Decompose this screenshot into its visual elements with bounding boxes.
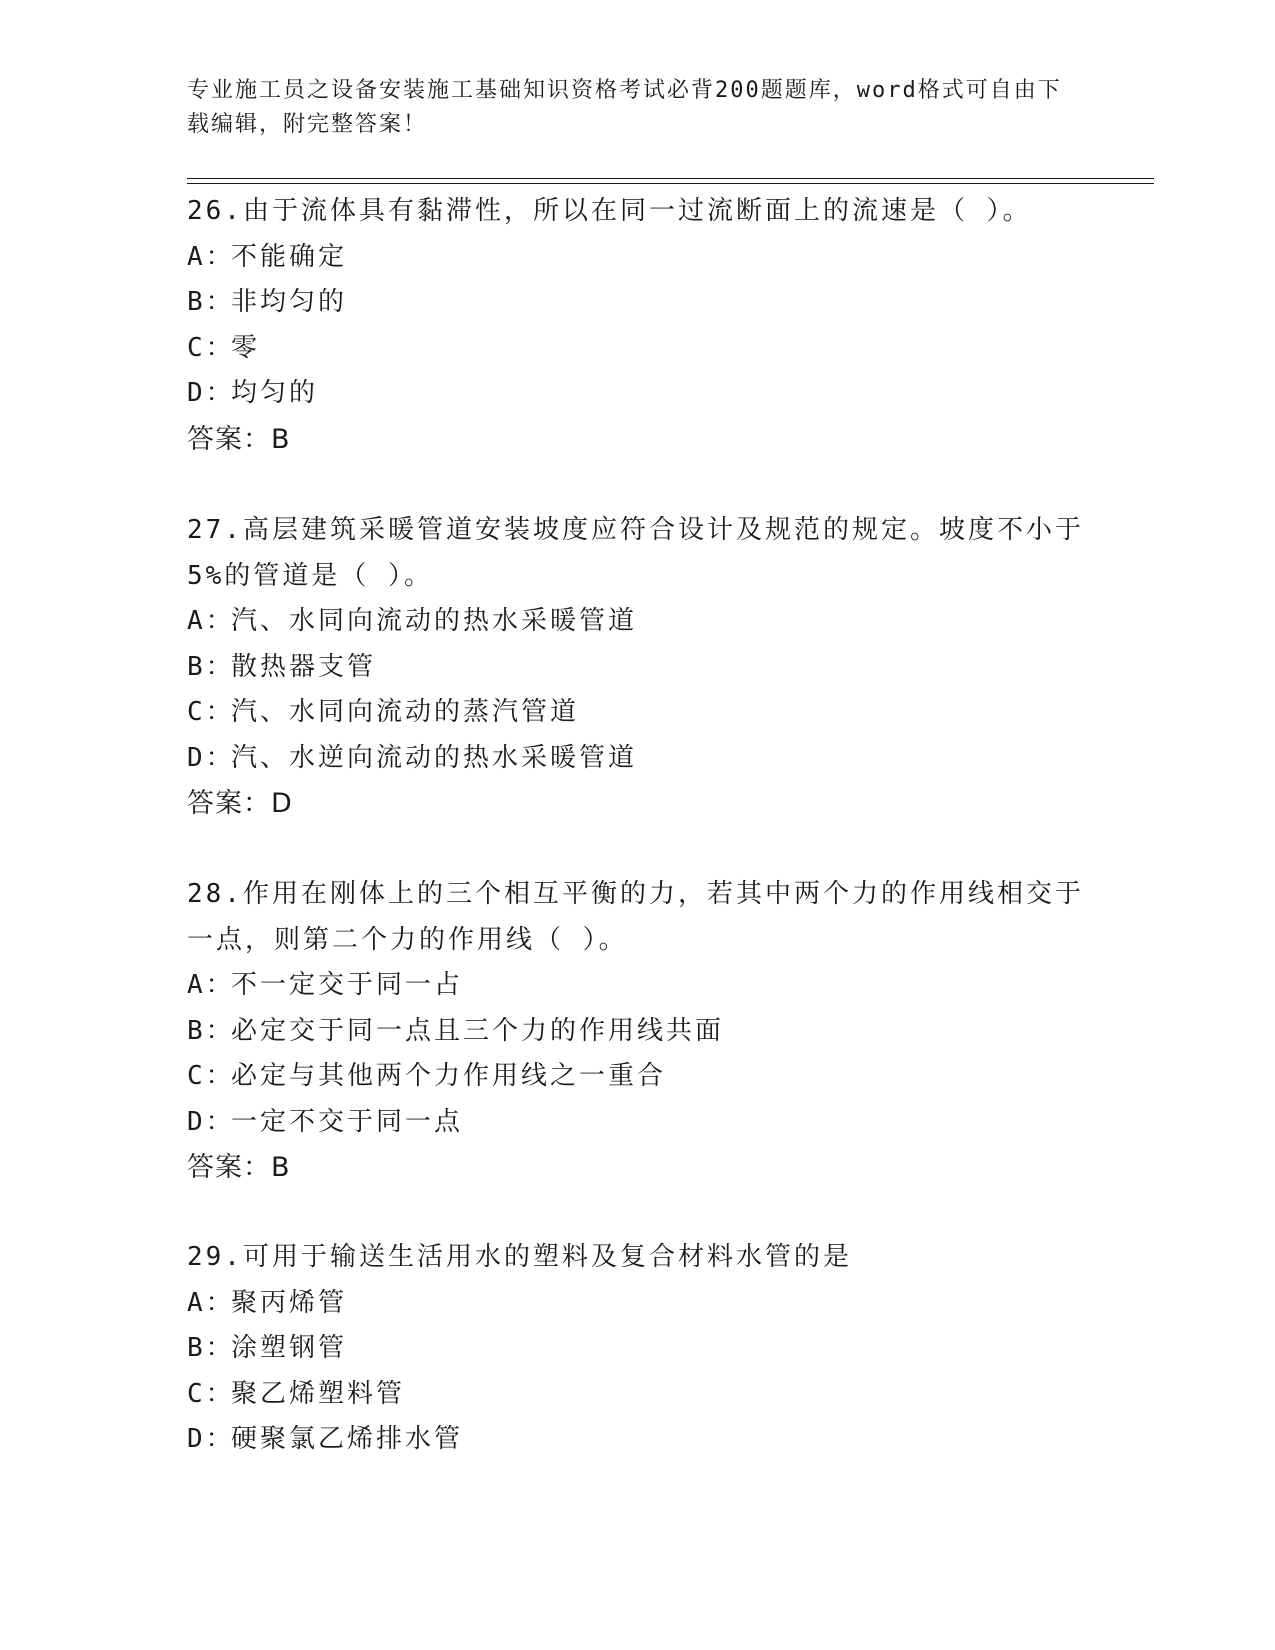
- option-b: [187, 1009, 1087, 1055]
- option-text: 汽、水同向流动的热水采暖管道: [231, 606, 638, 636]
- option-text: 汽、水同向流动的蒸汽管道: [231, 697, 580, 727]
- option-text: 涂塑钢管: [231, 1333, 348, 1363]
- question-stem: 27.高层建筑采暖管道安装坡度应符合设计及规范的规定。坡度不小于5%的管道是（ ）。: [187, 515, 1084, 591]
- option-letter: A：: [187, 241, 235, 272]
- option-d: [187, 1417, 1087, 1463]
- option-a: [187, 1281, 1087, 1327]
- option-d: [187, 1100, 1087, 1146]
- option-letter: D：: [187, 742, 235, 773]
- question-stem: 29.可用于输送生活用水的塑料及复合材料水管的是: [187, 1242, 852, 1272]
- option-text: 非均匀的: [231, 287, 348, 317]
- option-letter: B：: [187, 1333, 235, 1363]
- option-letter: A：: [187, 606, 235, 636]
- option-text: 一定不交于同一点: [231, 1106, 464, 1137]
- option-a: [187, 235, 1087, 281]
- option-letter: B：: [187, 1015, 235, 1046]
- option-a: [187, 963, 1087, 1009]
- option-letter: B：: [187, 651, 235, 682]
- header-divider-bottom: [187, 183, 1154, 184]
- question-28: [187, 872, 1087, 1191]
- option-letter: D：: [187, 378, 235, 408]
- option-letter: B：: [187, 287, 235, 317]
- option-d: [187, 736, 1087, 782]
- option-a: [187, 599, 1087, 645]
- option-text: 散热器支管: [231, 651, 377, 682]
- option-letter: A：: [187, 1287, 235, 1318]
- question-27: [187, 508, 1087, 827]
- option-c: [187, 1054, 1087, 1100]
- option-text: 汽、水逆向流动的热水采暖管道: [231, 742, 638, 773]
- answer-label: 答案：B: [187, 423, 291, 455]
- option-c: [187, 1372, 1087, 1418]
- option-b: [187, 1326, 1087, 1372]
- option-letter: C：: [187, 1061, 235, 1091]
- option-text: 不能确定: [231, 241, 348, 272]
- option-text: 零: [231, 332, 261, 363]
- header-divider-top: [187, 178, 1154, 179]
- answer-label: 答案：B: [187, 1152, 291, 1183]
- option-text: 必定交于同一点且三个力的作用线共面: [231, 1015, 725, 1046]
- option-letter: C：: [187, 332, 235, 363]
- option-text: 均匀的: [231, 378, 319, 408]
- option-c: [187, 326, 1087, 372]
- option-letter: C：: [187, 697, 235, 727]
- option-text: 聚丙烯管: [231, 1287, 348, 1318]
- option-letter: D：: [187, 1424, 235, 1454]
- document-header: 专业施工员之设备安装施工基础知识资格考试必背200题题库，word格式可自由下载编辑，附完整答案！: [187, 78, 1062, 137]
- option-letter: A：: [187, 970, 235, 1000]
- option-text: 聚乙烯塑料管: [231, 1378, 406, 1409]
- option-letter: C：: [187, 1378, 235, 1409]
- option-text: 必定与其他两个力作用线之一重合: [231, 1061, 667, 1091]
- question-26: [187, 189, 1087, 462]
- option-text: 不一定交于同一占: [231, 970, 464, 1000]
- option-text: 硬聚氯乙烯排水管: [231, 1424, 464, 1454]
- option-b: [187, 645, 1087, 691]
- question-stem: 28.作用在刚体上的三个相互平衡的力，若其中两个力的作用线相交于一点，则第二个力的作用线（ ）。: [187, 879, 1084, 955]
- question-29: [187, 1235, 1087, 1463]
- option-letter: D：: [187, 1106, 235, 1137]
- option-c: [187, 690, 1087, 736]
- option-d: [187, 371, 1087, 417]
- question-stem: 26.由于流体具有黏滞性，所以在同一过流断面上的流速是（ ）。: [187, 196, 1032, 226]
- answer-label: 答案：D: [187, 788, 293, 819]
- option-b: [187, 280, 1087, 326]
